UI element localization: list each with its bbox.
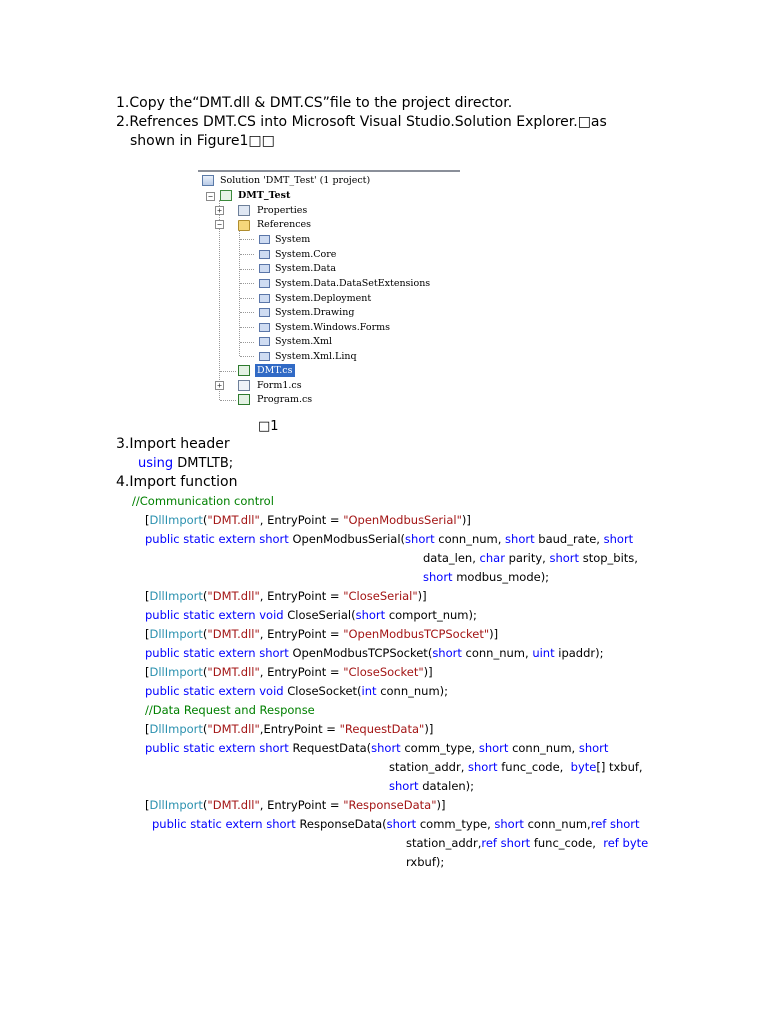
code-line: station_addr,ref short func_code, ref byte <box>406 836 649 850</box>
code-line: public static extern short RequestData(short comm_type, short conn_num, short <box>145 741 609 755</box>
properties-label[interactable]: Properties <box>257 205 308 216</box>
code-line: station_addr, short func_code, byte[] txbuf, <box>389 760 643 774</box>
step-2: 2.Refrences DMT.CS into Microsoft Visual Studio.Solution Explorer.□as <box>116 114 607 130</box>
code-line: [DllImport("DMT.dll", EntryPoint = "CloseSerial")] <box>145 589 427 603</box>
solution-explorer-figure <box>198 170 460 415</box>
csharp-file-icon <box>238 394 250 405</box>
code-line: [DllImport("DMT.dll",EntryPoint = "RequestData")] <box>145 722 434 736</box>
dmt-cs-file[interactable]: DMT.cs <box>257 365 293 376</box>
code-line: rxbuf); <box>406 855 445 869</box>
tree-line <box>219 200 220 400</box>
tree-line <box>240 283 254 284</box>
tree-line <box>240 356 254 357</box>
reference-item[interactable]: System.Data.DataSetExtensions <box>275 278 431 289</box>
code-comment: //Communication control <box>132 494 274 508</box>
folder-icon <box>238 220 250 231</box>
code-line: [DllImport("DMT.dll", EntryPoint = "ResponseData")] <box>145 798 446 812</box>
reference-icon <box>259 235 270 244</box>
tree-line <box>240 298 254 299</box>
code-line: public static extern short ResponseData(short comm_type, short conn_num,ref short <box>152 817 640 831</box>
reference-item[interactable]: System.Xml <box>275 336 333 347</box>
code-line: data_len, char parity, short stop_bits, <box>423 551 638 565</box>
reference-icon <box>259 250 270 259</box>
reference-item[interactable]: System.Windows.Forms <box>275 322 391 333</box>
code-line: public static extern short OpenModbusSerial(short conn_num, short baud_rate, short <box>145 532 634 546</box>
code-line: [DllImport("DMT.dll", EntryPoint = "OpenModbusSerial")] <box>145 513 471 527</box>
reference-icon <box>259 264 270 273</box>
references-label[interactable]: References <box>257 219 312 230</box>
step-4: 4.Import function <box>116 474 238 490</box>
form1-file[interactable]: Form1.cs <box>257 380 302 391</box>
code-line: public static extern short OpenModbusTCPSocket(short conn_num, uint ipaddr); <box>145 646 604 660</box>
tree-line <box>240 327 254 328</box>
solution-icon <box>202 175 214 186</box>
using-line: using DMTLTB; <box>138 456 234 471</box>
form-file-icon <box>238 380 250 391</box>
solution-label[interactable]: Solution 'DMT_Test' (1 project) <box>220 175 371 186</box>
tree-line <box>240 239 254 240</box>
figure-border <box>198 170 460 172</box>
reference-item[interactable]: System.Xml.Linq <box>275 351 357 362</box>
expand-icon[interactable]: + <box>215 206 224 215</box>
step-1: 1.Copy the“DMT.dll & DMT.CS”file to the project director. <box>116 95 513 111</box>
reference-item[interactable]: System <box>275 234 311 245</box>
tree-line <box>220 371 236 372</box>
reference-icon <box>259 352 270 361</box>
tree-line <box>239 230 240 356</box>
reference-item[interactable]: System.Data <box>275 263 336 274</box>
collapse-icon[interactable]: − <box>206 192 215 201</box>
code-line: short modbus_mode); <box>423 570 550 584</box>
step-2-cont: shown in Figure1□□ <box>130 133 275 149</box>
reference-icon <box>259 308 270 317</box>
tree-line <box>240 312 254 313</box>
step-3: 3.Import header <box>116 436 230 452</box>
figure-caption: □1 <box>258 419 279 434</box>
code-line: public static extern void CloseSocket(int conn_num); <box>145 684 449 698</box>
tree-line <box>240 254 254 255</box>
code-comment: //Data Request and Response <box>145 703 315 717</box>
reference-item[interactable]: System.Core <box>275 249 337 260</box>
reference-icon <box>259 279 270 288</box>
csharp-project-icon <box>220 190 232 201</box>
reference-icon <box>259 337 270 346</box>
tree-line <box>240 342 254 343</box>
project-label[interactable]: DMT_Test <box>238 190 291 201</box>
code-line: [DllImport("DMT.dll", EntryPoint = "CloseSocket")] <box>145 665 433 679</box>
csharp-file-icon <box>238 365 250 376</box>
program-file[interactable]: Program.cs <box>257 394 313 405</box>
collapse-icon[interactable]: − <box>215 220 224 229</box>
reference-icon <box>259 294 270 303</box>
reference-item[interactable]: System.Deployment <box>275 293 372 304</box>
tree-line <box>240 269 254 270</box>
reference-icon <box>259 323 270 332</box>
code-line: short datalen); <box>389 779 475 793</box>
code-line: public static extern void CloseSerial(short comport_num); <box>145 608 477 622</box>
tree-line <box>220 400 236 401</box>
code-line: [DllImport("DMT.dll", EntryPoint = "OpenModbusTCPSocket")] <box>145 627 499 641</box>
expand-icon[interactable]: + <box>215 381 224 390</box>
properties-icon <box>238 205 250 216</box>
reference-item[interactable]: System.Drawing <box>275 307 355 318</box>
